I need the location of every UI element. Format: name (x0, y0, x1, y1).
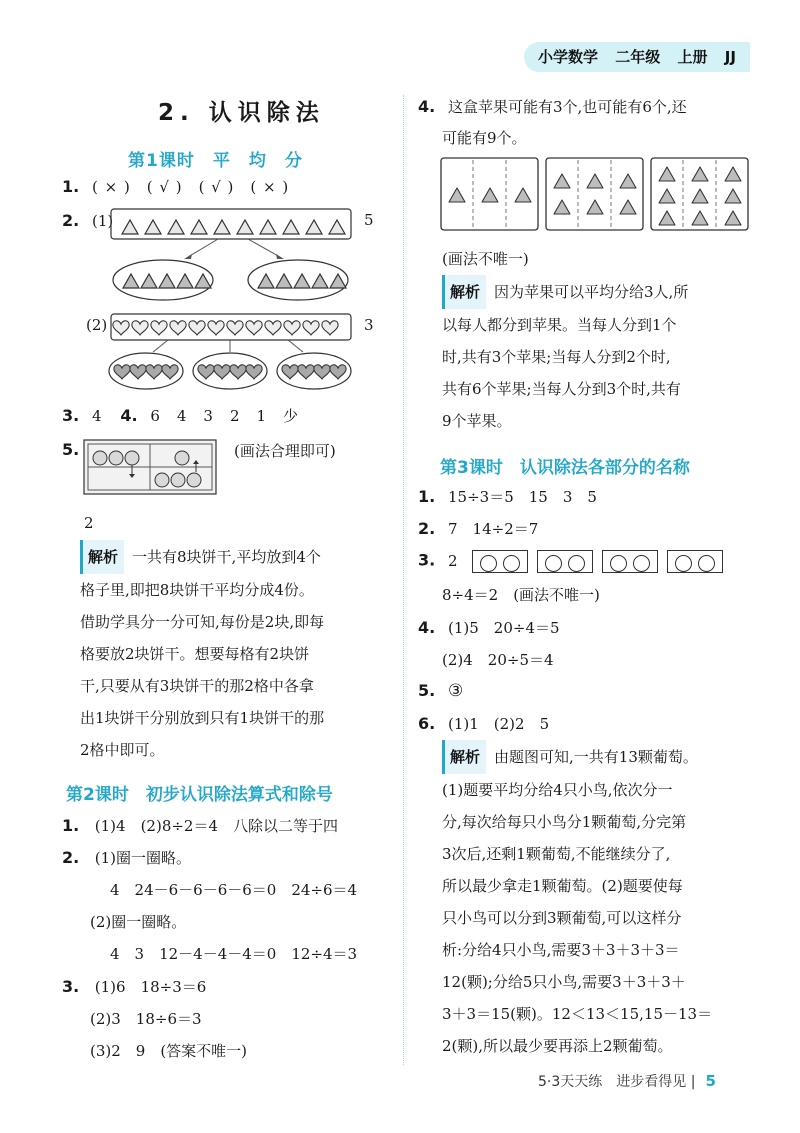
l2-line (62, 815, 338, 836)
q-number: 1. (418, 487, 436, 506)
q-answer: ③ (448, 681, 464, 701)
analysis-line: 2格中即可。 (80, 741, 165, 759)
analysis-line: 共有6个苹果;当每人分到3个时,共有 (442, 380, 681, 398)
q-number: 5. (62, 440, 80, 459)
hearts-figure (108, 312, 358, 394)
q-text: 这盒苹果可能有3个,也可能有6个,还 (448, 98, 687, 116)
l2-line: 4 24－6－6－6－6＝0 24÷6＝4 (110, 881, 358, 899)
apple-boxes-figure (440, 157, 750, 233)
l3-q2 (418, 518, 538, 539)
header-grade: 二年级 (615, 48, 661, 66)
r-q4-analysis (442, 275, 688, 437)
q-answer: (1)1 (2)2 5 (448, 715, 550, 733)
q-number: 1. (62, 177, 80, 196)
analysis-line: 干,只要从有3块饼干的那2格中各拿 (80, 677, 314, 695)
l1-q2-answer1: 5 (364, 211, 374, 229)
l2-line (62, 976, 206, 997)
l3-q4 (418, 617, 560, 638)
analysis-line: 2(颗),所以最少要再添上2颗葡萄。 (442, 1037, 673, 1055)
l1-q3-q4 (62, 405, 299, 426)
q-answer: 15÷3＝5 15 3 5 (448, 488, 597, 506)
l2-line (62, 847, 191, 868)
lesson1-title: 第1课时 平 均 分 (128, 151, 303, 171)
r-q4-line2: 可能有9个。 (442, 129, 527, 147)
l3-analysis (442, 740, 712, 1062)
q-number: 2. (62, 211, 80, 230)
q-number: 3. (62, 977, 80, 996)
section-title: 2. 认识除法 (158, 100, 325, 126)
analysis-line: 3＋3＝15(颗)。12＜13＜15,15－13＝ (442, 1005, 713, 1023)
analysis-line: 析:分给4只小鸟,需要3＋3＋3＋3＝ (442, 941, 680, 959)
l3-q6 (418, 713, 549, 734)
l1-q2-part2: (2) (86, 316, 108, 334)
column-divider (403, 95, 404, 1065)
analysis-line: 时,共有3个苹果;当每人分到2个时, (442, 348, 671, 366)
circle-group (602, 550, 658, 573)
q-answer: 2 (448, 551, 458, 570)
q-number: 6. (418, 714, 436, 733)
analysis-line: (1)题要平均分给4只小鸟,依次分一 (442, 781, 673, 799)
analysis-line: 9个苹果。 (442, 412, 512, 430)
q-number: 4. (418, 97, 436, 116)
q-part: (1) (92, 212, 114, 230)
analysis-label: 解析 (80, 540, 124, 574)
analysis-line: 以每人都分到苹果。当每人分到1个 (442, 316, 677, 334)
q-answer: (1)4 (2)8÷2＝4 八除以二等于四 (94, 817, 339, 835)
r-q4-note: (画法不唯一) (442, 250, 529, 268)
analysis-line: 借助学具分一分可知,每份是2块,即每 (80, 613, 325, 631)
l1-q1 (62, 176, 289, 197)
q-number: 5. (418, 681, 436, 700)
q-answer: 6 4 3 2 1 少 (150, 407, 300, 425)
analysis-line: 格要放2块饼干。想要每格有2块饼 (80, 645, 310, 663)
q-number: 3. (418, 550, 436, 570)
header-tag (524, 42, 750, 72)
header-edition: JJ (724, 48, 736, 66)
q-number: 2. (62, 848, 80, 867)
lesson2-title: 第2课时 初步认识除法算式和除号 (66, 785, 333, 805)
l1-q2-answer2: 3 (364, 316, 374, 334)
page-number: 5 (705, 1072, 716, 1090)
l2-line: 4 3 12－4－4－4＝0 12÷4＝3 (110, 945, 358, 963)
analysis-label: 解析 (442, 275, 486, 309)
q-number: 4. (120, 406, 138, 425)
l3-q5 (418, 681, 463, 701)
l2-line: (2)圈一圈略。 (90, 913, 187, 931)
analysis-line: 因为苹果可以平均分给3人,所 (494, 283, 689, 301)
footer-slogan: 5·3天天练 进步看得见 | (538, 1074, 696, 1090)
q-number: 4. (418, 618, 436, 637)
l1-q5-answer: 2 (84, 514, 94, 532)
l3-q1 (418, 486, 597, 507)
triangles-figure (108, 207, 358, 303)
q-number: 1. (62, 816, 80, 835)
q-answer: (1)圈一圈略。 (94, 849, 192, 867)
l3-q4-line2: (2)4 20÷5＝4 (442, 651, 554, 669)
l3-q3-line2: 8÷4＝2 (画法不唯一) (442, 586, 600, 604)
analysis-line: 一共有8块饼干,平均放到4个 (132, 548, 321, 566)
q-number: 3. (62, 406, 80, 425)
analysis-line: 格子里,即把8块饼干平均分成4份。 (80, 581, 314, 599)
cookie-box-figure (82, 438, 222, 498)
analysis-label: 解析 (442, 740, 486, 774)
l1-analysis (80, 540, 324, 766)
circle-group (667, 550, 723, 573)
l2-line: (2)3 18÷6＝3 (90, 1010, 202, 1028)
l1-q5-number (62, 440, 79, 459)
header-subject: 小学数学 (538, 48, 599, 66)
header-volume: 上册 (677, 48, 708, 66)
lesson3-title: 第3课时 认识除法各部分的名称 (440, 458, 690, 478)
analysis-line: 12(颗);分给5只小鸟,需要3＋3＋3＋ (442, 973, 686, 991)
l2-line: (3)2 9 (答案不唯一) (90, 1042, 248, 1060)
footer (538, 1071, 716, 1091)
q-answer: (1)5 20÷4＝5 (448, 619, 560, 637)
analysis-line: 分,每次给每只小鸟分1颗葡萄,分完第 (442, 813, 687, 831)
q-answer: 7 14÷2＝7 (448, 520, 539, 538)
analysis-line: 只小鸟可以分到3颗葡萄,可以这样分 (442, 909, 682, 927)
l1-q5-note: (画法合理即可) (234, 442, 336, 460)
q-answer: 4 (92, 407, 102, 425)
r-q4-line1 (418, 96, 687, 117)
analysis-line: 3次后,还剩1颗葡萄,不能继续分了, (442, 845, 671, 863)
analysis-line: 由题图可知,一共有13颗葡萄。 (494, 748, 698, 766)
circle-group (472, 550, 528, 573)
q-answer: (1)6 18÷3＝6 (94, 978, 207, 996)
q-number: 2. (418, 519, 436, 538)
l1-q2 (62, 211, 113, 230)
q-answer: ( × ) ( √ ) ( √ ) ( × ) (92, 178, 290, 196)
l3-q3 (418, 550, 727, 573)
analysis-line: 所以最少拿走1颗葡萄。(2)题要使每 (442, 877, 683, 895)
circle-group (537, 550, 593, 573)
analysis-line: 出1块饼干分别放到只有1块饼干的那 (80, 709, 325, 727)
